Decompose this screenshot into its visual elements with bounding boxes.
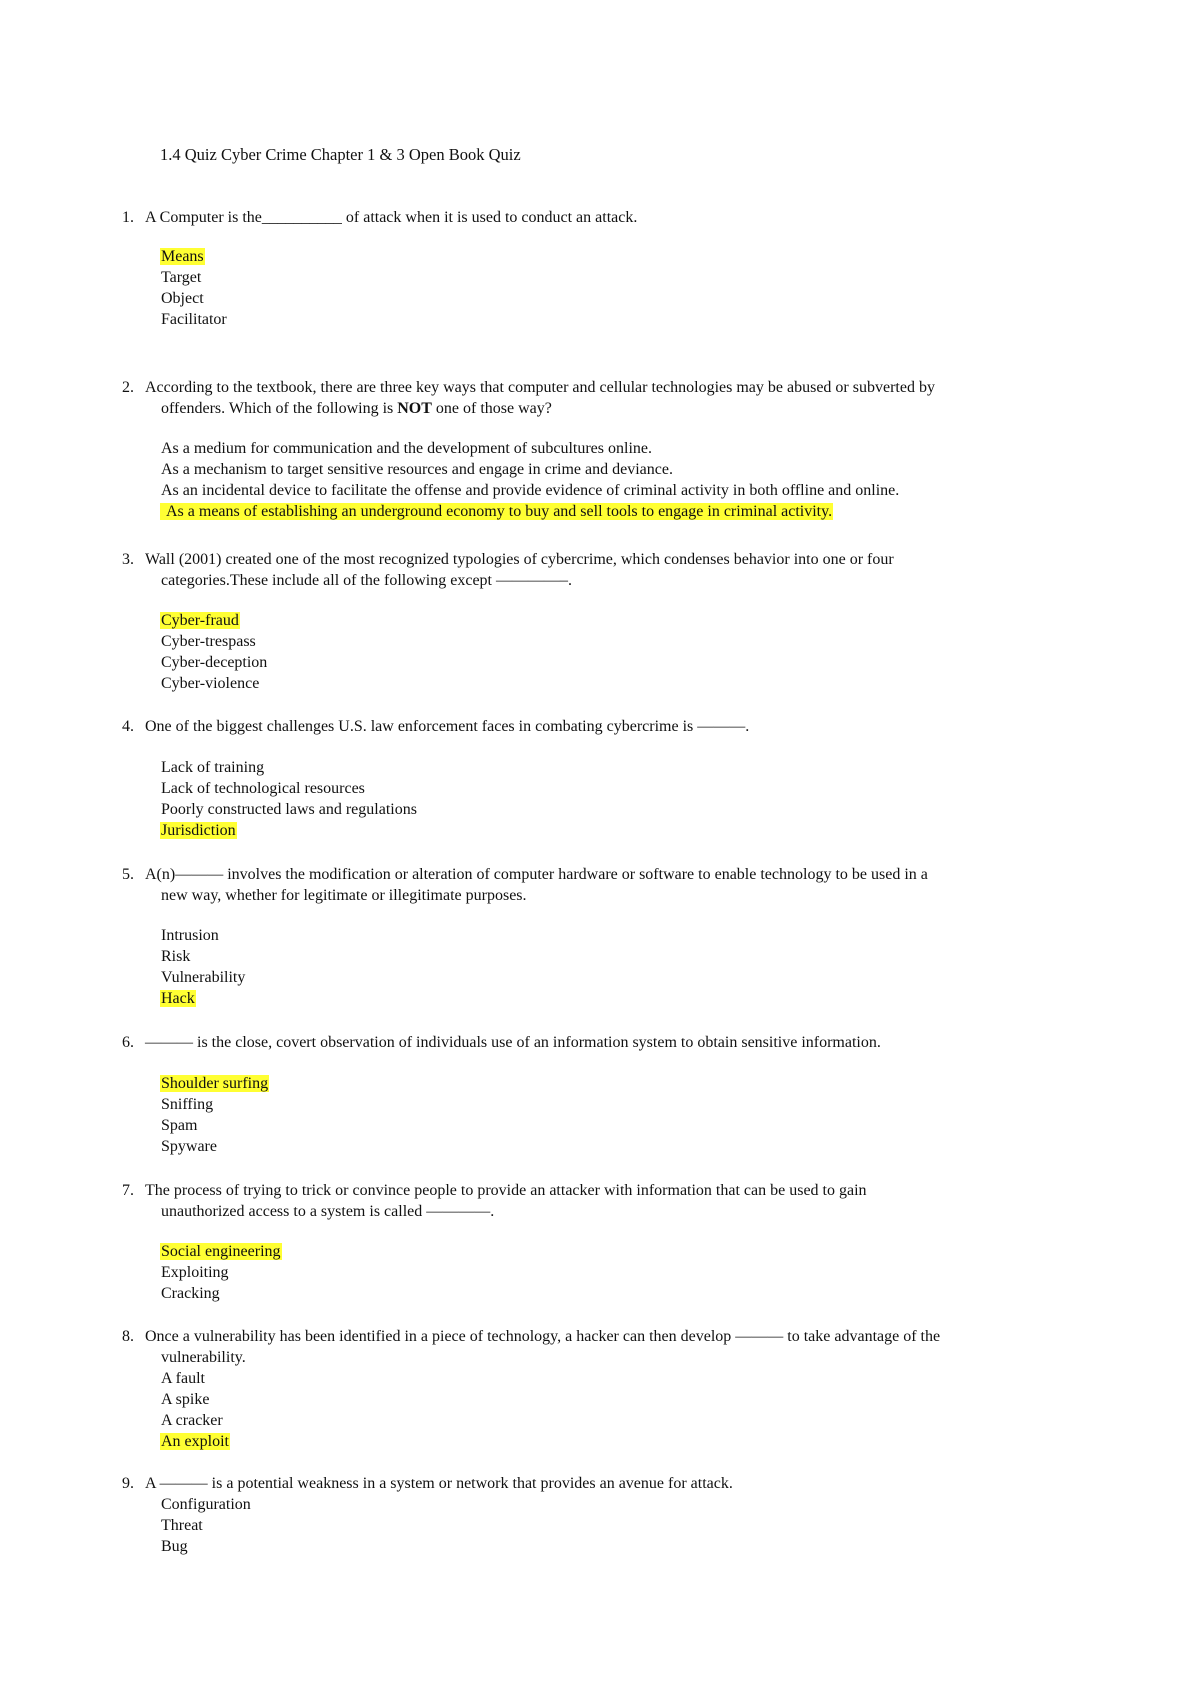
answer-option-correct: Social engineering <box>161 1243 281 1260</box>
answer-option-correct: Means <box>161 248 204 265</box>
question-2 <box>0 377 1200 522</box>
answer-option: Vulnerability <box>161 969 246 986</box>
question-3 <box>0 549 1200 694</box>
question-emphasis: NOT <box>397 400 432 417</box>
answer-option: Spam <box>161 1117 198 1134</box>
quiz-title: 1.4 Quiz Cyber Crime Chapter 1 & 3 Open Book Quiz <box>160 145 521 164</box>
answer-option: Risk <box>161 948 191 965</box>
answer-option: A spike <box>161 1391 210 1408</box>
answer-option: Spyware <box>161 1138 217 1155</box>
answer-option: Threat <box>161 1517 203 1534</box>
answer-option: Configuration <box>161 1496 251 1513</box>
answer-option: Bug <box>161 1538 188 1555</box>
answer-option-correct: An exploit <box>161 1433 229 1450</box>
question-text: vulnerability. <box>161 1349 246 1366</box>
question-text: According to the textbook, there are three key ways that computer and cellular technologies may be abused or subverted by <box>145 379 935 396</box>
question-number: 7. <box>122 1182 134 1199</box>
question-7 <box>0 1180 1200 1304</box>
answer-option: As a mechanism to target sensitive resources and engage in crime and deviance. <box>161 461 673 478</box>
option-list <box>160 925 1200 1009</box>
question-text: Once a vulnerability has been identified in a piece of technology, a hacker can then develop ——— to take advantage of the <box>145 1328 941 1345</box>
question-text: unauthorized access to a system is called ————. <box>161 1203 495 1220</box>
question-number: 1. <box>122 209 134 226</box>
question-text: Wall (2001) created one of the most recognized typologies of cybercrime, which condenses behavior into one or four <box>145 551 894 568</box>
answer-option-correct: Hack <box>161 990 195 1007</box>
answer-option: Cyber-deception <box>161 654 268 671</box>
question-text: ——— is the close, covert observation of individuals use of an information system to obtain sensitive information. <box>145 1034 881 1051</box>
question-4 <box>0 716 1200 841</box>
question-text: categories.These include all of the following except ————–. <box>161 572 572 589</box>
question-5 <box>0 864 1200 1009</box>
option-list <box>160 610 1200 694</box>
question-number: 9. <box>122 1475 134 1492</box>
answer-option: Facilitator <box>161 311 227 328</box>
question-number: 6. <box>122 1034 134 1051</box>
question-text: A Computer is the__________ of attack when it is used to conduct an attack. <box>145 209 638 226</box>
answer-option: Lack of technological resources <box>161 780 365 797</box>
answer-option: Cyber-trespass <box>161 633 256 650</box>
option-list <box>160 1073 1200 1157</box>
answer-option: Exploiting <box>161 1264 229 1281</box>
answer-option: A fault <box>161 1370 205 1387</box>
answer-option: Target <box>161 269 202 286</box>
question-1 <box>0 207 1200 330</box>
question-number: 3. <box>122 551 134 568</box>
answer-option: Poorly constructed laws and regulations <box>161 801 417 818</box>
question-text: One of the biggest challenges U.S. law enforcement faces in combating cybercrime is ———. <box>145 718 750 735</box>
question-text: one of those way? <box>431 400 552 417</box>
question-text: offenders. Which of the following is <box>161 400 398 417</box>
option-list <box>160 1241 1200 1304</box>
answer-option: As a medium for communication and the development of subcultures online. <box>161 440 652 457</box>
answer-option-correct: Shoulder surfing <box>161 1075 269 1092</box>
answer-option-correct: As a means of establishing an underground economy to buy and sell tools to engage in criminal activity. <box>160 503 833 520</box>
answer-option: As an incidental device to facilitate the offense and provide evidence of criminal activity in both offline and online. <box>161 482 900 499</box>
question-number: 2. <box>122 379 134 396</box>
question-8 <box>0 1326 1200 1452</box>
question-number: 8. <box>122 1328 134 1345</box>
answer-option: Cyber-violence <box>161 675 260 692</box>
question-text: A ——— is a potential weakness in a system or network that provides an avenue for attack. <box>145 1475 733 1492</box>
question-number: 5. <box>122 866 134 883</box>
option-list <box>160 1494 1200 1557</box>
question-text: new way, whether for legitimate or illegitimate purposes. <box>161 887 527 904</box>
question-6 <box>0 1032 1200 1157</box>
answer-option: A cracker <box>161 1412 223 1429</box>
answer-option: Object <box>161 290 204 307</box>
answer-option-correct: Cyber-fraud <box>161 612 239 629</box>
option-list <box>160 1368 1200 1452</box>
answer-option: Lack of training <box>161 759 265 776</box>
answer-option-correct: Jurisdiction <box>161 822 236 839</box>
question-9 <box>0 1473 1200 1557</box>
answer-option: Sniffing <box>161 1096 214 1113</box>
question-text: A(n)——— involves the modification or alteration of computer hardware or software to enable technology to be used in a <box>145 866 928 883</box>
question-text: The process of trying to trick or convince people to provide an attacker with information that can be used to gain <box>145 1182 867 1199</box>
option-list <box>160 246 1200 330</box>
answer-option: Cracking <box>161 1285 220 1302</box>
option-list <box>160 757 1200 841</box>
option-list <box>160 438 1200 522</box>
question-number: 4. <box>122 718 134 735</box>
answer-option: Intrusion <box>161 927 219 944</box>
